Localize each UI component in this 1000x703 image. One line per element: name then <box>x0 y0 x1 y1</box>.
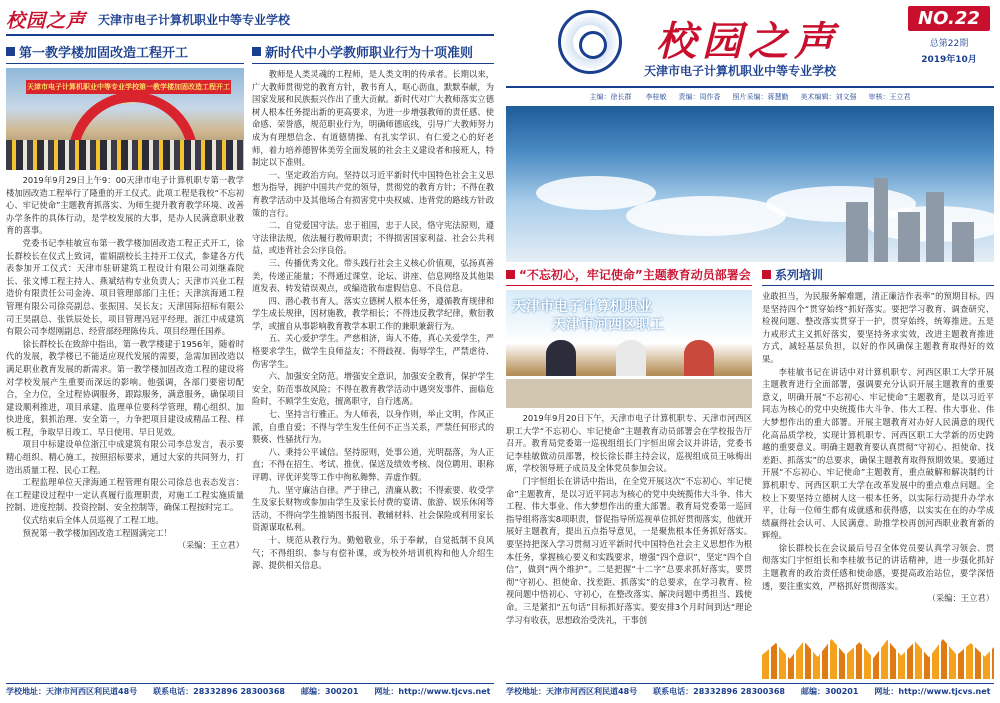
article-mobilization <box>506 266 752 626</box>
issue-total: 总第22期 <box>929 39 969 49</box>
masthead-school-name: 天津市电子计算机职业中等专业学校 <box>644 64 837 78</box>
code-item: 六、加强安全防范。增强安全意识，加强安全教育，保护学生安全，防范事故风险；不得在教育教学活动中遇突发事件、面临危险时，不顾学生安危，擅离职守，自行逃离。 <box>252 371 494 407</box>
article-mobilization-title-text: “不忘初心，牢记使命”主题教育动员部署会 <box>519 268 751 282</box>
article-credit: （采编：王立君） <box>927 593 994 604</box>
city-tower <box>898 212 920 262</box>
school-emblem-icon <box>558 10 622 74</box>
city-tower <box>874 178 888 262</box>
code-item: 五、关心爱护学生。严慈相济，诲人不倦，真心关爱学生，严格要求学生，做学生良师益友；不得歧视、侮辱学生，严禁虐待、伤害学生。 <box>252 333 494 369</box>
meeting-banner-line: 天津市电子计算机职业 <box>512 299 652 315</box>
article-training-title-text: 系列培训 <box>775 268 824 282</box>
page-footer <box>506 683 994 699</box>
page-footer <box>6 683 494 699</box>
issue-number: NO.22 <box>908 6 990 31</box>
paragraph: 徐长群校长在会议最后号召全体党员要认真学习领会、贯彻落实门宇恒组长和李桂敏书记的讲话精神，进一步强化抓好主题教育的政治责任感和使命感，要提高政治站位，要学深悟透，要注重实效，严格抓好贯彻落实。 <box>762 542 994 591</box>
footer-address: 学校地址：天津市河西区利民道48号 <box>6 687 138 696</box>
article-construction-title-text: 第一教学楼加固改造工程开工 <box>19 46 189 61</box>
masthead <box>506 4 994 88</box>
meeting-photo <box>506 290 752 408</box>
paragraph: 业敢担当，为民服务解难题，清正廉洁作表率”的预期目标。四是坚持四个“贯穿始终”抓好落实。要把学习教育、调查研究、检视问题、整改落实贯穿于一护，贯穿始终，统筹推进。五是力戒形式主义抓好落实，要坚持务求实效，改进主题教育推进方式，减轻基层负担，以好的作风确保主题教育取得好的效果。 <box>762 291 994 364</box>
code-item: 八、秉持公平诚信。坚持原则，处事公道，光明磊落，为人正直；不得在招生、考试、推优、保送及绩效考核、岗位聘用、职称评聘、评优评奖等工作中徇私舞弊、弄虚作假。 <box>252 446 494 482</box>
article-training-body <box>762 290 994 605</box>
meeting-banner <box>512 298 746 334</box>
article-construction-body <box>6 174 244 552</box>
paragraph: 李桂敏书记在讲话中对计算机职专、河西区职工大学开展主题教育进行全面部署，强调要充分认识开展主题教育的重要意义，明确开展“不忘初心、牢记使命”主题教育，是以习近平同志为核心的党中央统揽伟大斗争、伟大工程、伟大事业、伟大梦想作出的重大部署。开展主题教育对办好人民满意的现代化高品质学校，实现计算机职专、河西区职工大学新的历史跨越的重要意义。明确主题教育要认真贯彻“守初心、担使命、找差距、抓落实”的总要求，确保主题教育取得预期效果。要通过开展“不忘初心、牢记使命”主题教育，重点破解和解决制约计算机职专、河西区职工大学在改革发展中的重点难点问题。全校上下要坚持立德树人这一根本任务，以实际行动提升办学水平，让每一位师生都有成就感和获得感，以实实在在的办学成绩赢得社会认可、人民满意、助推学校再创河西职业教育新的辉煌。 <box>762 366 994 541</box>
paragraph: 徐长群校长在致辞中指出，第一教学楼建于1956年，随着时代的发展，教学楼已不能适应现代发展的需要，急需加固改造以满足职业教育发展的新需求。第一教学楼加固改造工程的建设将对学校发展产生重要而深远的影响。他强调，各部门要密切配合，全力位，全过程协调服务，跟踪服务，满意服务，确保项目建设顺利推进，项目承建、监理单位要科学管理，精心组织、加快进度，狠抓治理、安全第一，力争把项目建设成精品工程、样板工程，争取早日竣工、早日使用、早日见效。 <box>6 338 244 437</box>
speaker-figure <box>616 340 646 378</box>
article-credit: （采编：王立君） <box>177 540 244 551</box>
footer-phone: 联系电话：28332896 28300368 <box>653 687 785 696</box>
paragraph: 仪式结束后全体人员巡视了工程工地。 <box>22 515 164 526</box>
issue-box <box>908 6 990 65</box>
article-teacher-code-title-text: 新时代中小学教师职业行为十项准则 <box>265 46 474 61</box>
newspaper-title: 校园之声 <box>656 18 840 65</box>
article-teacher-code-title <box>252 42 494 64</box>
article-mobilization-body <box>506 412 752 626</box>
meeting-table <box>506 376 752 408</box>
raised-hands-graphic <box>762 639 994 679</box>
footer-postcode: 邮编：300201 <box>301 687 359 696</box>
article-training-title <box>762 266 994 286</box>
footer-website[interactable]: 网址：http://www.tjcvs.net <box>874 687 991 696</box>
footer-postcode: 邮编：300201 <box>801 687 859 696</box>
page-header <box>6 4 494 36</box>
issue-date: 2019年10月 <box>921 55 977 65</box>
code-item: 一、坚定政治方向。坚持以习近平新时代中国特色社会主义思想为指导，拥护中国共产党的领导，贯彻党的教育方针；不得在教育教学活动中及其他场合有损害党中央权威、违背党的路线方针政策的言行。 <box>252 169 494 218</box>
city-tower <box>926 192 944 262</box>
article-construction-title <box>6 42 244 64</box>
editor-credit: 审核：王立君 <box>868 93 911 101</box>
meeting-banner-line: 天津市河西区职工 <box>552 317 664 333</box>
city-tower <box>846 202 868 262</box>
paragraph: 门宇恒组长在讲话中指出，在全党开展这次“不忘初心、牢记使命”主题教育，是以习近平同志为核心的党中央统揽伟大斗争、伟大工程、伟大事业、伟大梦想作出的重大部署。教育局党委第一巡回指导组将落实8项职责，督促指导所巡视单位抓好贯彻落实，他就开展好主题教育，提出五点指导意见，一是聚焦根本任务抓好落实。要坚持把深入学习贯彻习近平新时代中国特色社会主义思想作为根本任务，掌握核心要义和实践要求，增强“四个意识”，坚定“四个自信”，做到“两个维护”。二是把握“十二字”总要求抓好落实，要贯彻“守初心、担使命、找差距、抓落实”的总要求，在学习教育、检视问题中悟初心、守初心，在整改落实、解决问题中勇担当、践使命。三是紧扣“五句话”目标抓好落实。要安排3个月时间到达“理论学习有收获，思想政治受洗礼，干事创 <box>506 475 752 625</box>
square-bullet-icon <box>6 47 15 56</box>
header-school-name: 天津市电子计算机职业中等专业学校 <box>98 12 291 27</box>
city-tower <box>952 222 974 262</box>
ceremony-photo <box>6 68 244 170</box>
paragraph: 项目中标建设单位浙江中成建筑有限公司李总发言，表示要精心组织、精心施工，按照招标要求，通过大家的共同努力，打造出质量工程、民心工程。 <box>6 439 244 475</box>
code-item: 二、自觉爱国守法。忠于祖国，忠于人民，恪守宪法原则，遵守法律法规，依法履行教师职责；不得损害国家利益、社会公共利益，或违背社会公序良俗。 <box>252 220 494 256</box>
ceremony-crowd <box>6 140 244 170</box>
article-construction <box>6 42 244 679</box>
paragraph: 预祝第一教学楼加固改造工程圆满完工！ <box>22 527 172 538</box>
paragraph: 2019年9月20日下午，天津市电子计算机职专、天津市河西区职工大学“不忘初心、牢记使命”主题教育动员部署会在学校报告厅召开。教育局党委第一巡视组组长门宇恒出席会议并讲话，党委书记李桂敏做动员部署，校长徐长群主持会议，巡视组成员王咏梅出席，学校领导班子成员及全体党员参加会议。 <box>506 413 752 474</box>
code-item: 四、潜心教书育人。落实立德树人根本任务，遵循教育规律和学生成长规律，因材施教，教学相长；不得违反教学纪律，敷衍教学，或擅自从事影响教育教学本职工作的兼职兼薪行为。 <box>252 295 494 331</box>
footer-phone: 联系电话：28332896 28300368 <box>153 687 285 696</box>
paragraph: 党委书记李桂敏宣布第一教学楼加固改造工程正式开工，徐长群校长在仪式上致词，霍娟副校长主持开工仪式，参建各方代表参加开工仪式：天津市驻研建筑工程设计有限公司刘继森院长、张文博工程主持人、燕斌结构专业负责人；天津市兴业工程造价有限责任公司金涛、项目管理部部门主任；天津滨海通工程管理有限公司徐亮副总、张振国、吴长友；天津国际招标有限公司王昊副总、张铁辰处长，项目管理冯冠平经理。浙江中成建筑有限公司李煜刚副总、经营部经理陈传兵、项目经理任国养。 <box>6 237 244 337</box>
square-bullet-icon <box>762 270 771 279</box>
cloud <box>626 196 786 236</box>
paragraph: 2019年9月29日上午9：00天津市电子计算机职专第一教学楼加固改造工程举行了隆重的开工仪式。此项工程是我校“不忘初心、牢记使命”主题教育抓落实、为师生提升教育教学环境、改善办学条件的具体行动，是学校发展的大事，是办人民满意职业教育的喜事。 <box>6 175 244 236</box>
editor-credit: 美术编辑：刘文强 <box>800 93 857 101</box>
editor-credits <box>506 90 994 104</box>
speaker-figure <box>684 340 714 378</box>
article-mobilization-title <box>506 266 752 286</box>
square-bullet-icon <box>506 270 515 279</box>
right-page <box>500 0 1000 703</box>
cheering-crowd-illustration <box>762 631 994 679</box>
code-item: 十、规范从教行为。勤勉敬业，乐于奉献，自觉抵制不良风气；不得组织、参与有偿补课，或为校外培训机构和他人介绍生源、提供相关信息。 <box>252 534 494 571</box>
article-training <box>762 266 994 605</box>
footer-website[interactable]: 网址：http://www.tjcvs.net <box>374 687 491 696</box>
article-teacher-code-body <box>252 68 494 572</box>
ceremony-banner: 天津市电子计算机职业中等专业学校第一教学楼加固改造工程开工仪式 <box>26 80 231 94</box>
square-bullet-icon <box>252 47 261 56</box>
article-teacher-code <box>252 42 494 679</box>
paragraph: 教师是人类灵魂的工程师，是人类文明的传承者。长期以来，广大教师贯彻党的教育方针，教书育人，呕心沥血，默默奉献，为国家发展和民族振兴作出了重大贡献。新时代对广大教师落实立德树人根本任务提出新的更高要求，为进一步增强教师的责任感、使命感、荣誉感，规范职业行为，明确师德底线，引导广大教师努力成为有理想信念、有道德情操、有扎实学识、有仁爱之心的好老师，着力培养德智体美劳全面发展的社会主义建设者和接班人，特制定以下准则。 <box>252 69 494 168</box>
code-item: 七、坚持言行雅正。为人师表，以身作则，举止文明，作风正派，自重自爱；不得与学生发生任何不正当关系，严禁任何形式的猥亵、性骚扰行为。 <box>252 409 494 445</box>
editor-credit: 主编：徐长群 李桂敏 <box>589 93 667 101</box>
code-item: 九、坚守廉洁自律。严于律己，清廉从教；不得索要、收受学生及家长财物或参加由学生及家长付费的宴请、旅游、娱乐休闲等活动，不得向学生推销图书报刊、教辅材料、社会保险或利用家长资源谋取私利。 <box>252 484 494 533</box>
speaker-figure <box>546 340 576 378</box>
skyline-photo <box>506 106 994 262</box>
paragraph: 工程监理单位天津海通工程管理有限公司徐总也表态发言：在工程建设过程中一定认真履行监理职责，对施工工程实施质量控制、进度控制、投资控制、安全控制等，确保工程按时完工。 <box>6 477 244 513</box>
editor-credit: 照片采编：蒋慧勤 <box>732 93 789 101</box>
editor-credit: 责编：周作香 <box>678 93 721 101</box>
footer-address: 学校地址：天津市河西区利民道48号 <box>506 687 638 696</box>
header-logo-text: 校园之声 <box>6 9 87 32</box>
code-item: 三、传播优秀文化。带头践行社会主义核心价值观，弘扬真善美，传递正能量；不得通过课堂、论坛、讲座、信息网络及其他渠道发表、转发错误观点，或编造散布虚假信息、不良信息。 <box>252 257 494 294</box>
